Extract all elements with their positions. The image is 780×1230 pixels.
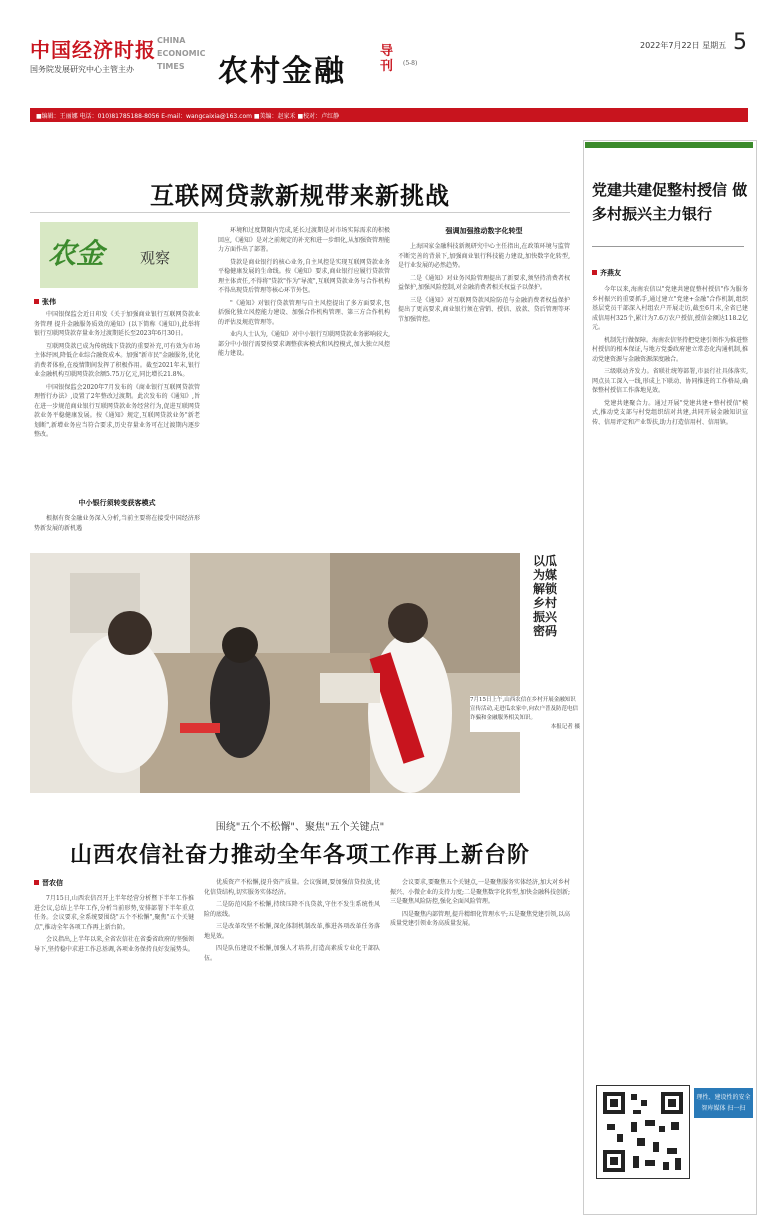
article1-byline: 张伟	[34, 297, 56, 307]
article1-column3: 上海国家金融科技新规研究中心主任指出,在政策环境与监管不断完善的背景下,加强商业银行科技能力建设,加快数字化转型,是行业发展的必然趋势。 二是《通知》对业务风险管理提出了新要求,须坚持消费者权益保护,加强风险控制,对金融消费者相关权益予以保护。 三是《通知》对互联网贷款风险防范与金融消费者权益保护提出了更高要求,商业银行须在营销、授信、放款、贷后管理等环节加强管控。	[398, 243, 570, 323]
article2-column3: 会议要求,要聚焦五个关键点,一是聚焦服务实体经济,加大对乡村振兴、小微企业的支持力度;二是聚焦数字化转型,加快金融科技创新;三是聚焦风险防控,强化全面风险管理。 四是聚焦内部管理,提升精细化管理水平;五是聚焦党建引领,以高质量党建引领业务高质量发展。	[390, 879, 570, 927]
article1-column1: 中国银保监会近日印发《关于加强商业银行互联网贷款业务管理 提升金融服务质效的通知》(以下简称《通知》),此举将银行互联网贷款存量业务过渡期延长至2023年6月30日。 互联网贷款已成为传统线下贷款的重要补充,可有效为市场主体纾困,降低企业综合融资成本。加强"新市民"金融服务,优化消费者体验,在疫情期间发挥了积极作用。截至2021年末,银行业金融机构互联网贷款余额5.75万亿元,同比增长21.8%。 中国银保监会2020年7月发布的《商业银行互联网贷款管理暂行办法》,设置了2年整改过渡期。此次发布的《通知》,旨在进一步规范商业银行互联网贷款业务经营行为,促进互联网贷款业务平稳健康发展。按《通知》规定,互联网贷款业务"新老划断",新增业务应当符合要求,历史存量业务可在过渡期内逐步整改。	[34, 311, 200, 438]
article2-kicker: 围绕"五个不松懈"、聚焦"五个关键点"	[215, 822, 385, 833]
photo-caption: 7月15日上午,山西农信在乡村开展金融知识宣传活动,走进瓜农家中,向农户普及防范电信诈骗和金融服务相关知识。 本报记者 摄	[470, 697, 580, 730]
newspaper-logo: 中国经济时报	[30, 38, 156, 62]
article2-column2: 优质资产不松懈,提升资产质量。会议强调,要加强信贷投放,优化信贷结构,切实服务实体经济。 二是防范风险不松懈,持续压降不良贷款,守住不发生系统性风险的底线。 三是改革攻坚不松懈,深化体制机制改革,推进各项改革任务落地见效。 四是队伍建设不松懈,加强人才培养,打造高素质专业化干部队伍。	[204, 879, 380, 962]
divider	[30, 212, 570, 213]
section-pages: (5-8)	[403, 60, 418, 67]
article1-subhead1: 中小银行须转变获客模式	[78, 498, 156, 507]
column-logo-label: 观察	[140, 249, 171, 267]
editor-bar	[30, 108, 748, 122]
qr-caption: 理性、建设性的安全智库媒体 扫一扫	[694, 1088, 753, 1118]
photo-headline: 以瓜为媒 解锁乡村振兴密码	[532, 554, 557, 638]
right-column-accent	[585, 142, 753, 148]
article1-column1b: 根据有资金融业务深入分析,当前主要将在接受中国经济形势新发展的新机遇	[34, 515, 200, 532]
right-column-byline: 齐燕友	[592, 268, 621, 278]
article1-headline: 互联网贷款新规带来新挑战	[150, 181, 450, 210]
article2-byline: 晋农信	[34, 878, 63, 888]
qr-pattern-icon	[597, 1086, 689, 1178]
photo-credit: 本报记者 摄	[550, 724, 580, 730]
article1-column2: 环境和过度期限内完成,延长过渡期是对市场实际需求的积极回应,《通知》是对之前规定的补充和进一步细化,从加强资管理能力方面作出了部署。 贷款是商业银行的核心业务,自主风控是实现互联网贷款业务平稳健康发展的生命线。按《通知》要求,商业银行应履行贷款管理主体责任,不得将"贷款"作为"导流",互联网贷款业务与合作机构不得出现贷后管理等核心环节外包。 "《通知》对银行贷款管理与自主风控提出了多方面要求,包括强化独立风控能力建设、加强合作机构管理、第三方合作机构的评估及规范管理等。 业内人士认为,《通知》对中小银行互联网贷款业务影响较大,部分中小银行需要按要求调整获客模式和风控模式,加大独立风控能力建设。	[218, 227, 390, 357]
article1-subhead2: 强调加强推动数字化转型	[445, 226, 523, 235]
article2-headline: 山西农信社奋力推动全年各项工作再上新台阶	[69, 842, 530, 868]
article2-column1: 7月15日,山西农信召开上半年经营分析暨下半年工作推进会议,总结上半年工作,分析当前形势,安排部署下半年重点任务。会议要求,全系统要围绕"五个不松懈",聚焦"五个关键点",推动全年各项工作再上新台阶。 会议指出,上半年以来,全省农信社在省委省政府的坚强领导下,坚持稳中求进工作总基调,各项业务保持良好发展势头。	[34, 895, 194, 953]
issue-date: 2022年7月22日 星期五	[640, 41, 727, 50]
section-title: 农村金融	[218, 54, 346, 89]
page-number: 5	[733, 30, 747, 55]
column-logo-text: 农金	[48, 237, 105, 270]
section-guide: 导刊	[380, 44, 394, 74]
logo-english: CHINA ECONOMIC TIMES	[157, 36, 206, 71]
editor-info: ■编辑：王丽娜 电话：010)81785188-8056 E-mail：wangcaixia@163.com ■美编：赵家禾 ■校对：卢红静	[36, 113, 340, 120]
right-column-headline: 党建共建促整村授信 做多村振兴主力银行	[592, 181, 748, 223]
logo-subtitle: 国务院发展研究中心主管主办	[30, 65, 134, 74]
news-photo	[30, 553, 520, 793]
photo-illustration	[30, 553, 520, 793]
divider	[592, 246, 744, 247]
qr-code[interactable]	[596, 1085, 690, 1179]
right-column-body: 今年以来,海南农信以"党建共建促整村授信"作为服务乡村振兴的重要抓手,通过建立"党建+金融"合作机制,组织基层党员干部深入村组农户开展走访,截至6月末,全省已建成信用村325个,累计为7.6万农户授信,授信金额达118.2亿元。 机制先行做保障。海南农信坚持把党建引领作为推进整村授信的根本保证,与地方党委政府建立常态化沟通机制,推动党建资源与金融资源深度融合。 三级联动齐发力。省联社统筹部署,市县行社具体落实,网点员工深入一线,形成上下联动、协同推进的工作格局,确保整村授信工作落地见效。 党建共建聚合力。通过开展"党建共建+整村授信"模式,推动党支部与村党组织结对共建,共同开展金融知识宣传、信用评定和产业帮扶,助力打造信用村、信用镇。	[592, 286, 748, 426]
